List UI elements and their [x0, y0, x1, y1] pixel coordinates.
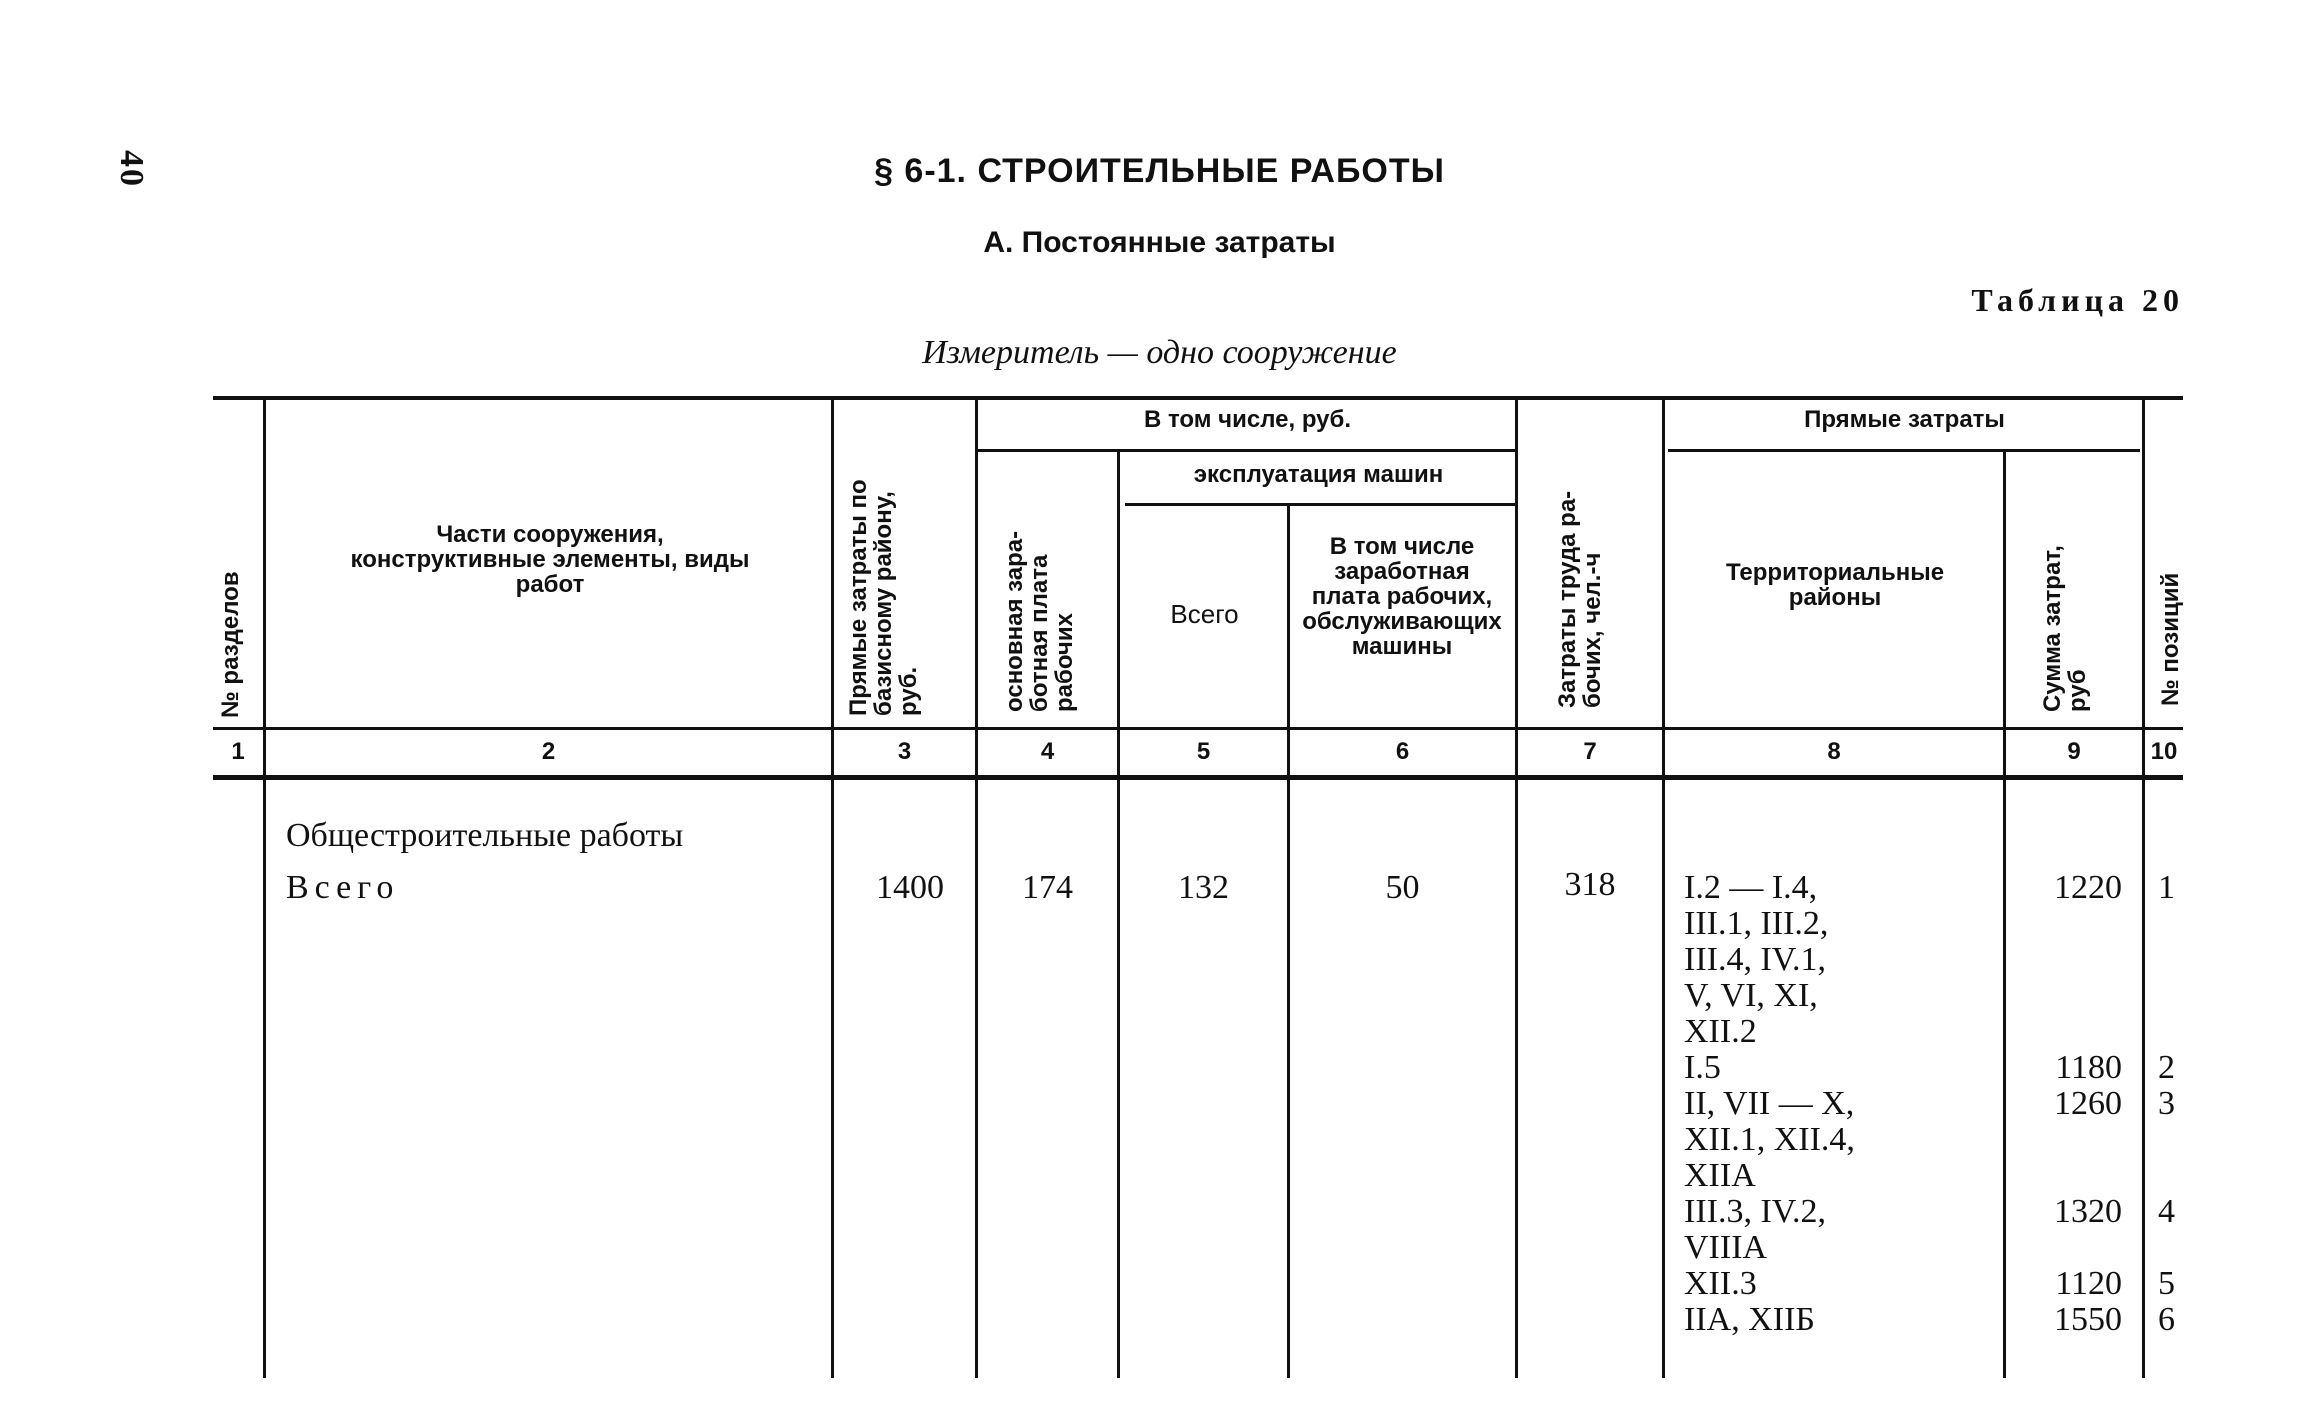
col-number-7: 7: [1583, 738, 1597, 765]
col-number-4: 4: [1040, 738, 1055, 765]
col-number-3: 3: [897, 738, 912, 765]
region-line: XIIA: [1684, 1157, 1756, 1194]
header-group-4-6: В том числе, руб.: [1143, 406, 1352, 433]
region-line: VIIIA: [1684, 1229, 1768, 1266]
header-col3-line1: Прямые затраты по: [845, 479, 872, 716]
header-col2: Части сооружения, конструктивные элементы, виды работ: [350, 521, 750, 598]
sum-value: 1550: [2054, 1301, 2122, 1338]
region-list: [1684, 870, 1828, 1050]
region-line: XII.3: [1684, 1265, 1757, 1302]
subsection-title: А. Постоянные затраты: [983, 226, 1336, 259]
header-col10: № позиций: [2157, 572, 2184, 706]
header-col5: Всего: [1170, 599, 1239, 629]
col-number-5: 5: [1196, 738, 1211, 765]
total-col7: 318: [1564, 866, 1616, 903]
table-label: Таблица 20: [1971, 282, 2184, 318]
colnum-top-rule: [213, 727, 2183, 730]
header-col1: № разделов: [217, 571, 244, 718]
total-col5: 132: [1178, 869, 1229, 906]
region-line: I.5: [1684, 1049, 1721, 1086]
total-col6: 50: [1385, 869, 1420, 906]
header-col3-line3: руб.: [895, 666, 922, 716]
col-divider-4: [1117, 449, 1120, 1378]
col-number-9: 9: [2067, 738, 2081, 765]
col-number-10: 10: [2150, 738, 2178, 765]
header-col4-line3: рабочих: [1051, 613, 1078, 712]
region-list: [1684, 1302, 1815, 1338]
header-col9-line1: Сумма затрат,: [2039, 545, 2066, 712]
header-col7-line1: Затраты труда ра-: [1554, 490, 1581, 708]
region-line: III.1, III.2,: [1684, 905, 1829, 942]
position-number: 2: [2158, 1049, 2175, 1086]
position-number: 1: [2158, 869, 2175, 906]
section-title: § 6-1. СТРОИТЕЛЬНЫЕ РАБОТЫ: [874, 152, 1445, 190]
col-number-2: 2: [541, 738, 556, 765]
header-col9: [2040, 545, 2090, 712]
col-divider-9: [2142, 398, 2145, 1378]
header-col9-line2: руб: [2064, 669, 2091, 712]
total-col3: 1400: [876, 869, 944, 906]
header-col4-line1: основная зара-: [1001, 530, 1028, 712]
region-line: IIA, XIIБ: [1684, 1301, 1815, 1338]
col-divider-7: [1662, 398, 1665, 1378]
sum-value: 1220: [2054, 869, 2122, 906]
col-divider-5: [1287, 503, 1290, 1378]
measure-caption: Измеритель — одно сооружение: [922, 334, 1397, 371]
col-number-8: 8: [1827, 738, 1841, 765]
header-group-8-9: Прямые затраты: [1804, 406, 2005, 433]
col-divider-8: [2003, 449, 2006, 1378]
region-line: III.3, IV.2,: [1684, 1193, 1826, 1230]
region-line: XII.1, XII.4,: [1684, 1121, 1855, 1158]
region-list: [1684, 1194, 1826, 1266]
page-number: 40: [113, 150, 150, 188]
header-col8: Территориальные районы: [1725, 559, 1945, 611]
region-line: I.2 — I.4,: [1684, 869, 1818, 906]
header-col4-line2: ботная плата: [1026, 554, 1053, 712]
sum-value: 1260: [2054, 1085, 2122, 1122]
region-line: XII.2: [1684, 1013, 1757, 1050]
region-line: III.4, IV.1,: [1684, 941, 1826, 978]
region-line: II, VII — X,: [1684, 1085, 1855, 1122]
region-list: [1684, 1050, 1721, 1086]
header-col6: В том числе заработная плата рабочих, обслуживающих машины: [1302, 533, 1502, 660]
section-row-title: Общестроительные работы: [286, 817, 684, 854]
header-group-5-6: эксплуатация машин: [1193, 461, 1444, 488]
col-number-1: 1: [231, 738, 245, 765]
position-number: 5: [2158, 1265, 2175, 1302]
position-number: 6: [2158, 1301, 2175, 1338]
total-col4: 174: [1022, 869, 1073, 906]
region-list: [1684, 1266, 1757, 1302]
header-col7-line2: бочих, чел.-ч: [1579, 552, 1606, 708]
group-rule-8-9: [1668, 449, 2140, 452]
position-number: 4: [2158, 1193, 2175, 1230]
group-rule-4-6: [978, 449, 1518, 452]
group-rule-5-6: [1125, 503, 1518, 506]
header-col3-line2: базисному району,: [870, 491, 897, 716]
header-col7: [1555, 491, 1605, 708]
header-bottom-rule: [213, 775, 2183, 780]
region-line: V, VI, XI,: [1684, 977, 1818, 1014]
sum-value: 1320: [2054, 1193, 2122, 1230]
sum-value: 1180: [2055, 1049, 2122, 1086]
top-rule: [213, 396, 2183, 400]
region-list: [1684, 1086, 1855, 1194]
header-col3: [846, 479, 921, 716]
total-label: Всего: [286, 869, 400, 906]
position-number: 3: [2158, 1085, 2175, 1122]
col-divider-1: [263, 398, 266, 1378]
col-number-6: 6: [1395, 738, 1410, 765]
sum-value: 1120: [2055, 1265, 2122, 1302]
header-col4: [1002, 531, 1077, 712]
